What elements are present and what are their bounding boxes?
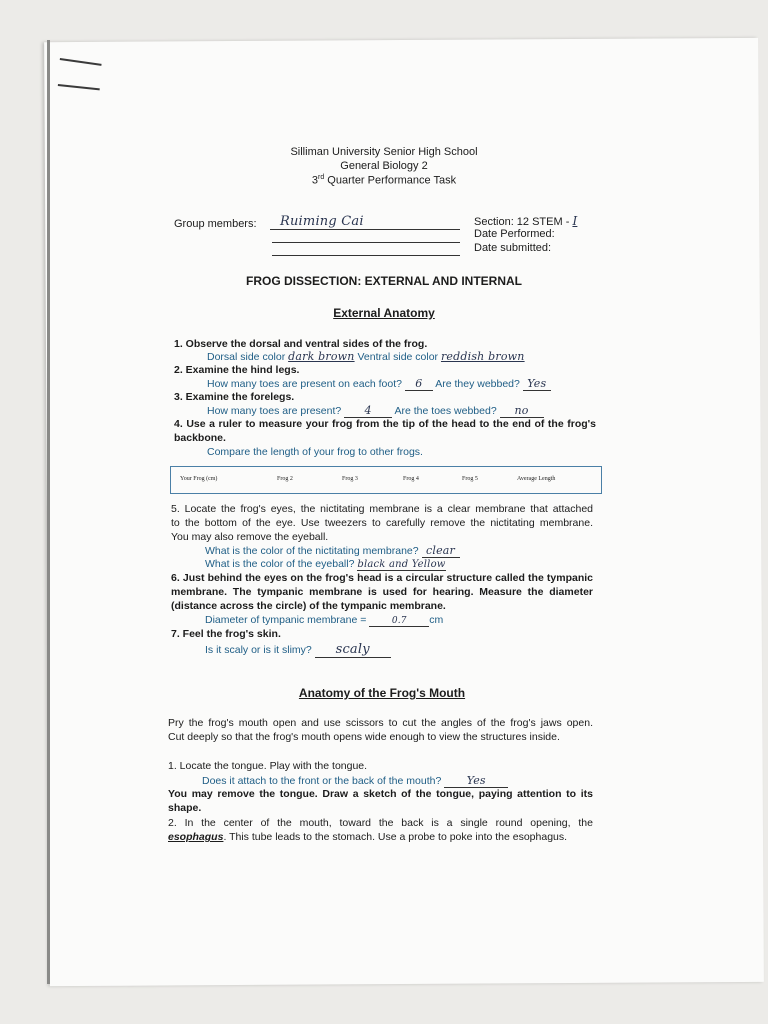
- skin-label: Is it scaly or is it slimy?: [205, 644, 312, 656]
- dorsal-answer: dark brown: [288, 350, 355, 363]
- table-header: Frog 3: [342, 476, 358, 482]
- eyeball-answer: black and Yellow: [357, 559, 446, 570]
- section-field: [474, 214, 577, 228]
- tympanic-unit: cm: [429, 614, 444, 626]
- group-members-label: Group members:: [174, 218, 257, 230]
- frog-length-table: [170, 466, 602, 494]
- skin-answer: scaly: [315, 642, 391, 658]
- question-6-line2: membrane. The tympanic membrane is used for hearing. Measure the diameter: [171, 586, 593, 598]
- tongue-attach-answer: Yes: [444, 774, 508, 788]
- ventral-label: Ventral side color: [357, 351, 439, 363]
- school-name: Silliman University Senior High School: [290, 146, 478, 158]
- external-anatomy-heading: External Anatomy: [333, 306, 435, 320]
- tympanic-answer: 0.7: [369, 616, 429, 627]
- group-member-line: [270, 229, 460, 230]
- hind-toes-label: How many toes are present on each foot?: [207, 378, 402, 390]
- table-header: Frog 2: [277, 476, 293, 482]
- eyeball-label: What is the color of the eyeball?: [205, 558, 355, 570]
- fore-webbed-answer: no: [500, 404, 544, 418]
- task-rest: Quarter Performance Task: [324, 174, 457, 187]
- task-num: 3: [311, 174, 319, 187]
- nictitating-answer: clear: [422, 544, 460, 558]
- question-5-line1: 5. Locate the frog's eyes, the nictitating membrane is a clear membrane that attached: [171, 503, 593, 515]
- section-value: I: [572, 214, 578, 228]
- worksheet-title: FROG DISSECTION: EXTERNAL AND INTERNAL: [245, 274, 522, 288]
- mouth-intro-line1: Pry the frog's mouth open and use scissors to cut the angles of the frog's jaws open.: [168, 717, 593, 729]
- hind-webbed-answer: Yes: [523, 377, 551, 391]
- hind-webbed-label: Are they webbed?: [435, 378, 520, 390]
- question-6-line3: (distance across the circle) of the tympanic membrane.: [171, 600, 446, 612]
- table-header: Frog 4: [403, 476, 419, 482]
- date-submitted-label: Date submitted:: [474, 242, 552, 254]
- mouth-intro-line2: Cut deeply so that the frog's mouth opens wide enough to view the structures inside.: [168, 731, 560, 743]
- mouth-question-1b-line1: You may remove the tongue. Draw a sketch of the tongue, paying attention to its: [168, 788, 593, 800]
- esophagus-rest: . This tube leads to the stomach. Use a probe to poke into the esophagus.: [223, 831, 568, 843]
- question-4-prompt: Compare the length of your frog to other frogs.: [207, 446, 423, 458]
- question-2: 2. Examine the hind legs.: [174, 364, 300, 376]
- fore-toes-answer: 4: [344, 404, 392, 418]
- nictitating-label: What is the color of the nictitating membrane?: [205, 545, 419, 557]
- group-member-name: Ruiming Cai: [280, 214, 364, 229]
- table-header: Your Frog (cm): [180, 476, 218, 482]
- tympanic-label: Diameter of tympanic membrane =: [205, 614, 367, 626]
- mouth-anatomy-heading: Anatomy of the Frog's Mouth: [298, 686, 466, 700]
- mouth-question-1: 1. Locate the tongue. Play with the tongue.: [168, 760, 368, 772]
- question-2-answers: [207, 377, 551, 391]
- question-7a: [205, 642, 391, 658]
- question-4-line1: 4. Use a ruler to measure your frog from the tip of the head to the end of the frog's: [174, 418, 596, 430]
- question-5-line3: You may also remove the eyeball.: [171, 531, 329, 543]
- ventral-answer: reddish brown: [440, 350, 525, 363]
- question-5b: [205, 558, 446, 571]
- question-6a: [205, 614, 443, 627]
- table-header: Frog 5: [462, 476, 478, 482]
- question-4-line2: backbone.: [174, 432, 226, 444]
- course-name: General Biology 2: [340, 160, 428, 172]
- fore-webbed-label: Are the toes webbed?: [394, 405, 497, 417]
- paper-edge: [47, 40, 50, 984]
- table-header: Average Length: [517, 476, 556, 482]
- question-1: 1. Observe the dorsal and ventral sides of the frog.: [174, 338, 428, 350]
- mouth-question-2-line2: [168, 831, 567, 843]
- mouth-question-1b-line2: shape.: [168, 802, 202, 814]
- question-3: 3. Examine the forelegs.: [174, 391, 295, 403]
- mouth-question-1a: [202, 774, 508, 788]
- hind-toes-answer: 6: [405, 377, 433, 391]
- group-member-line: [272, 255, 460, 256]
- question-3-answers: [207, 404, 544, 418]
- question-5-line2: to the bottom of the eye. Use tweezers to carefully remove the nictitating membrane.: [171, 517, 593, 529]
- date-performed-label: Date Performed:: [474, 228, 555, 240]
- tongue-attach-label: Does it attach to the front or the back of the mouth?: [202, 775, 442, 787]
- esophagus-term: esophagus: [168, 831, 224, 843]
- question-1-answers: [207, 350, 525, 363]
- mouth-question-2-line1: 2. In the center of the mouth, toward the back is a single round opening, the: [168, 817, 593, 829]
- task-sup: rd: [318, 174, 325, 181]
- question-6-line1: 6. Just behind the eyes on the frog's head is a circular structure called the tympanic: [171, 572, 593, 584]
- task-line: [284, 174, 484, 187]
- question-5a: [205, 544, 460, 558]
- dorsal-label: Dorsal side color: [207, 351, 286, 363]
- group-member-line: [272, 242, 460, 243]
- section-label: Section: 12 STEM -: [474, 216, 573, 228]
- fore-toes-label: How many toes are present?: [207, 405, 342, 417]
- question-7: 7. Feel the frog's skin.: [171, 628, 281, 640]
